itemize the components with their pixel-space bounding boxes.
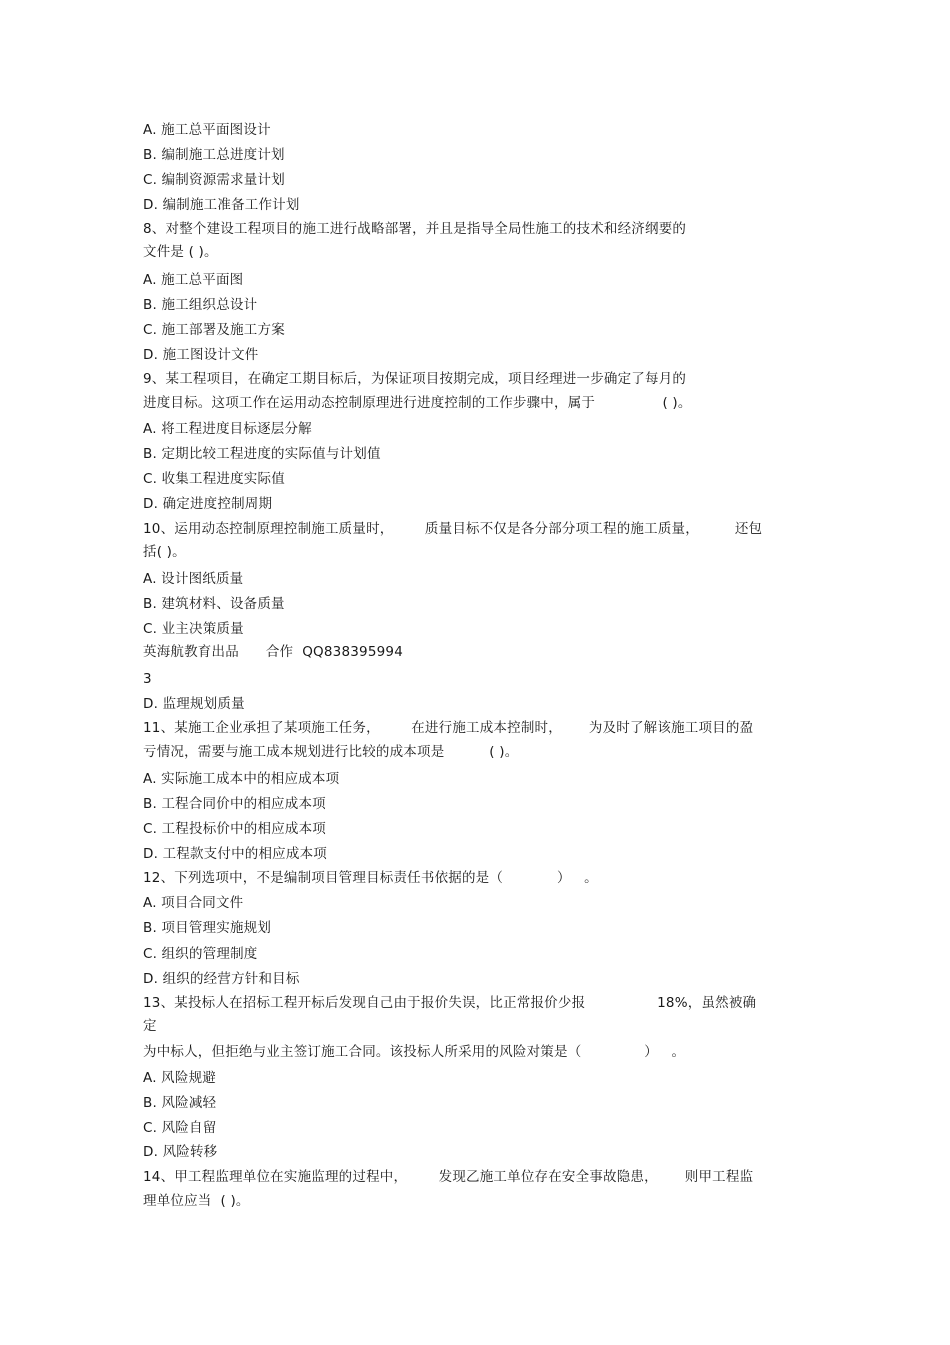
option-10c: C. 业主决策质量 (143, 621, 244, 637)
option-7c: C. 编制资源需求量计划 (143, 172, 285, 188)
option-8a: A. 施工总平面图 (143, 272, 244, 288)
option-13d: D. 风险转移 (143, 1144, 218, 1160)
option-8c: C. 施工部署及施工方案 (143, 322, 285, 338)
question-8-line2: 文件是 ( )。 (143, 244, 218, 260)
option-7b: B. 编制施工总进度计划 (143, 147, 285, 163)
question-13-line1: 13、某投标人在招标工程开标后发现自己由于报价失误，比正常报价少报 18%，虽然被确 (143, 995, 757, 1011)
option-11b: B. 工程合同价中的相应成本项 (143, 796, 326, 812)
option-9d: D. 确定进度控制周期 (143, 496, 273, 512)
option-11c: C. 工程投标价中的相应成本项 (143, 821, 327, 837)
option-7d: D. 编制施工准备工作计划 (143, 197, 300, 213)
question-13-line3: 为中标人，但拒绝与业主签订施工合同。该投标人所采用的风险对策是（ ） 。 (143, 1044, 686, 1060)
option-9c: C. 收集工程进度实际值 (143, 471, 285, 487)
option-10b: B. 建筑材料、设备质量 (143, 596, 285, 612)
option-10d: D. 监理规划质量 (143, 696, 245, 712)
question-9-line1: 9、某工程项目，在确定工期目标后，为保证项目按期完成，项目经理进一步确定了每月的 (143, 371, 687, 387)
question-10-line1: 10、运用动态控制原理控制施工质量时， 质量目标不仅是各分部分项工程的施工质量， 还包 (143, 521, 763, 537)
option-8d: D. 施工图设计文件 (143, 347, 259, 363)
question-12: 12、下列选项中，不是编制项目管理目标责任书依据的是（ ） 。 (143, 870, 598, 886)
question-14-line1: 14、甲工程监理单位在实施监理的过程中， 发现乙施工单位存在安全事故隐患， 则甲工程监 (143, 1169, 754, 1185)
option-11a: A. 实际施工成本中的相应成本项 (143, 771, 340, 787)
question-9-line2: 进度目标。这项工作在运用动态控制原理进行进度控制的工作步骤中，属于 ( )。 (143, 395, 692, 411)
option-8b: B. 施工组织总设计 (143, 297, 258, 313)
option-12b: B. 项目管理实施规划 (143, 920, 272, 936)
option-9b: B. 定期比较工程进度的实际值与计划值 (143, 446, 381, 462)
option-13c: C. 风险自留 (143, 1120, 217, 1136)
option-13b: B. 风险减轻 (143, 1095, 217, 1111)
question-13-line2: 定 (143, 1018, 157, 1034)
question-11-line1: 11、某施工企业承担了某项施工任务， 在进行施工成本控制时， 为及时了解该施工项目的盈 (143, 720, 754, 736)
footer-credit: 英海航教育出品 合作 QQ838395994 (143, 644, 403, 660)
question-10-line2: 括( )。 (143, 544, 186, 560)
option-12c: C. 组织的管理制度 (143, 946, 258, 962)
option-9a: A. 将工程进度目标逐层分解 (143, 421, 312, 437)
option-7a: A. 施工总平面图设计 (143, 122, 271, 138)
question-8-line1: 8、对整个建设工程项目的施工进行战略部署，并且是指导全局性施工的技术和经济纲要的 (143, 221, 687, 237)
option-11d: D. 工程款支付中的相应成本项 (143, 846, 327, 862)
option-10a: A. 设计图纸质量 (143, 571, 244, 587)
option-12a: A. 项目合同文件 (143, 895, 244, 911)
question-14-line2: 理单位应当 ( )。 (143, 1193, 250, 1209)
option-13a: A. 风险规避 (143, 1070, 216, 1086)
option-12d: D. 组织的经营方针和目标 (143, 971, 300, 987)
page-number: 3 (143, 671, 152, 687)
question-11-line2: 亏情况，需要与施工成本规划进行比较的成本项是 ( )。 (143, 744, 519, 760)
